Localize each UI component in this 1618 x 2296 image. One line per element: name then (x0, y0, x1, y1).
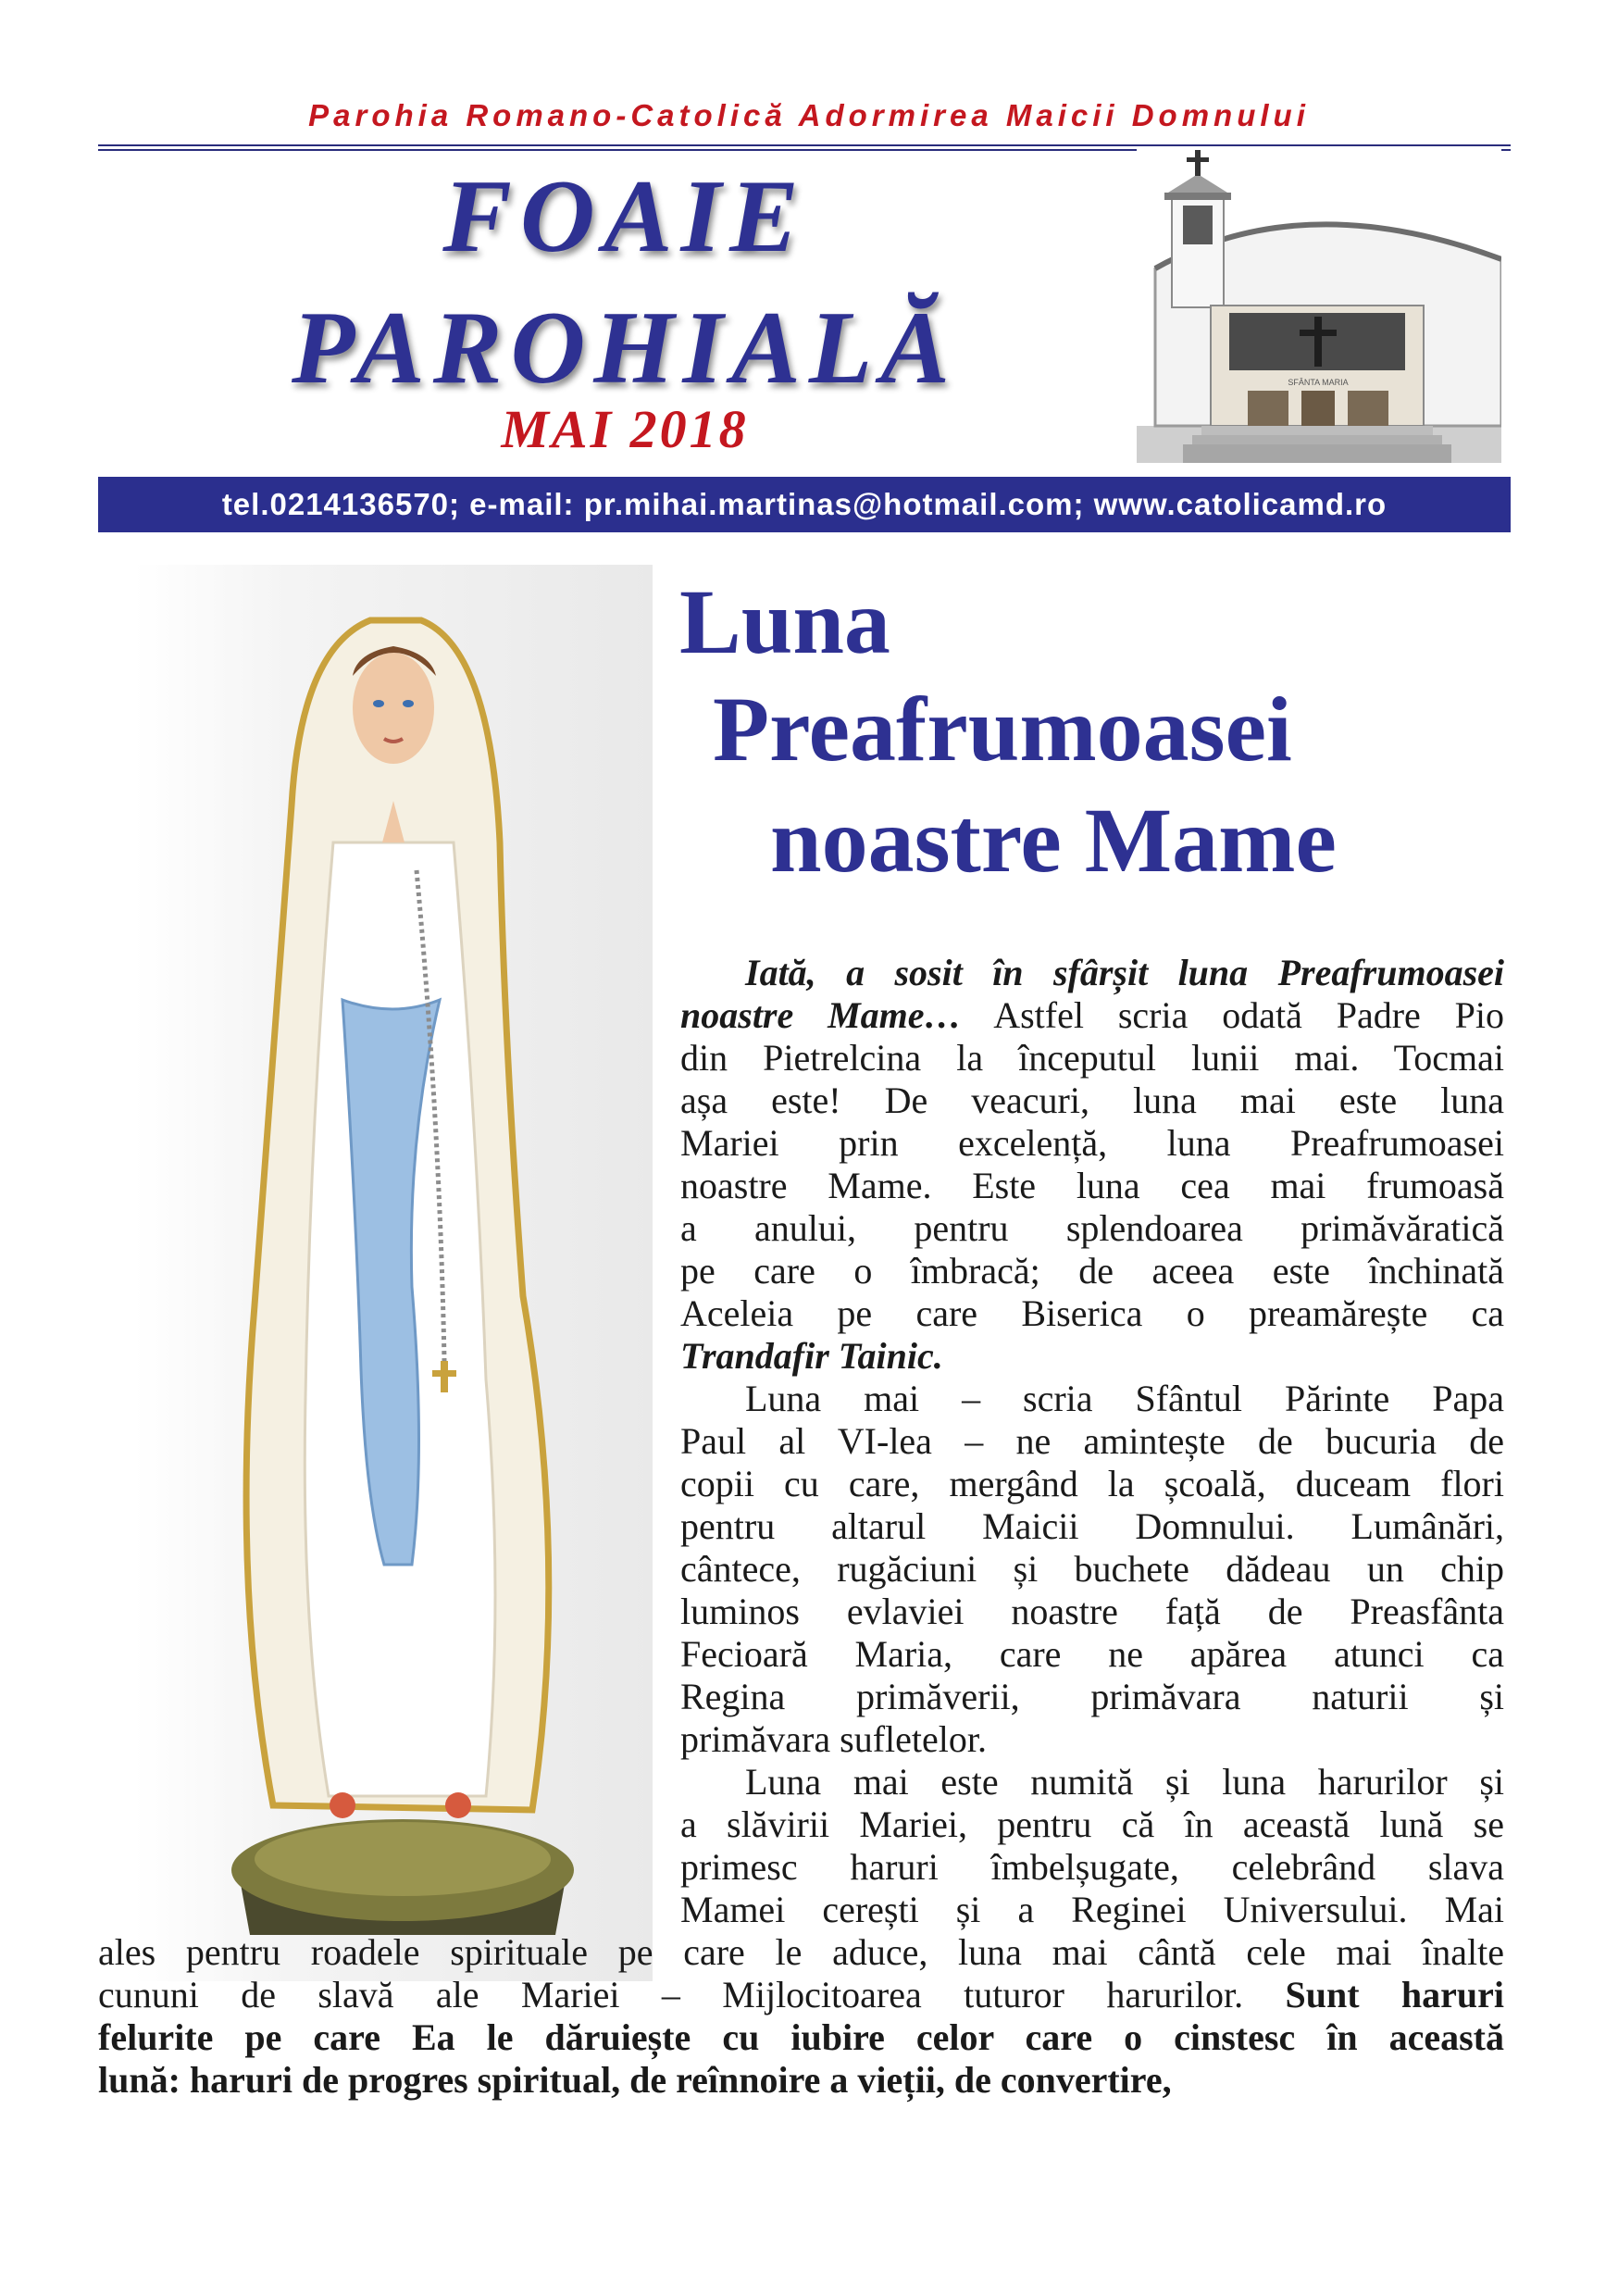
article-line: Trandafir Tainic. (680, 1335, 943, 1377)
article-line: Paul al VI-lea – ne amintește de bucuria de (680, 1420, 1504, 1462)
statue-illustration (134, 565, 653, 1981)
article-title-line3: noastre Mame (770, 789, 1337, 892)
article-line: Luna mai este numită și luna harurilor și (745, 1761, 1504, 1803)
church-photo (1137, 148, 1501, 463)
article-line-text: Astfel scria odată Padre Pio (961, 994, 1504, 1036)
article-line: felurite pe care Ea le dăruiește cu iubire celor care o cinstesc în această (98, 2016, 1504, 2058)
article-line: Fecioară Maria, care ne apărea atunci ca (680, 1633, 1504, 1675)
article-line-bold: Sunt haruri (1285, 1974, 1505, 2015)
article-line: noastre Mame. Este luna cea mai frumoasă (680, 1165, 1504, 1206)
article-line: ales pentru roadele spirituale pe care le aduce, luna mai cântă cele mai înalte (98, 1931, 1504, 1973)
article-line: Aceleia pe care Biserica o preamărește ca (680, 1292, 1504, 1334)
article-line (680, 994, 1504, 1037)
virgin-mary-statue-image (134, 565, 653, 1981)
article-line (98, 1974, 1504, 2016)
article-title-line1: Luna (679, 570, 890, 673)
article-line: Iată, a sosit în sfârșit luna Preafrumoasei (745, 952, 1504, 993)
contact-bar: tel.0214136570; e-mail: pr.mihai.martinas@hotmail.com; www.catolicamd.ro (98, 477, 1511, 532)
issue-date: MAI 2018 (501, 399, 749, 459)
article-line: primesc haruri îmbelșugate, celebrând slava (680, 1846, 1504, 1888)
article-line: primăvara sufletelor. (680, 1718, 987, 1760)
parish-name: Parohia Romano-Catolică Adormirea Maicii Domnului (308, 98, 1310, 132)
article-line: așa este! De veacuri, luna mai este luna (680, 1079, 1504, 1121)
article-line: pentru altarul Maicii Domnului. Lumânări, (680, 1505, 1504, 1547)
masthead-title-line2: PAROHIALĂ (292, 291, 958, 406)
church-illustration (1137, 148, 1501, 463)
article-line: luminos evlaviei noastre față de Preasfânta (680, 1591, 1504, 1632)
article-line-text: cununi de slavă ale Mariei – Mijlocitoarea tuturor harurilor. (98, 1974, 1286, 2015)
article-line: Regina primăverii, primăvara naturii și (680, 1676, 1504, 1717)
article-line: Mariei prin excelență, luna Preafrumoasei (680, 1122, 1504, 1164)
masthead-title-line1: FOAIE (442, 159, 807, 274)
article-line-emphasis: noastre Mame… (680, 994, 962, 1036)
article-line: a slăvirii Mariei, pentru că în această lună se (680, 1803, 1504, 1845)
article-line: copii cu care, mergând la școală, duceam flori (680, 1463, 1504, 1504)
article-line: din Pietrelcina la începutul lunii mai. Tocmai (680, 1037, 1504, 1079)
article-line: a anului, pentru splendoarea primăvăratică (680, 1207, 1504, 1249)
church-sign-text: SFÂNTA MARIA (1288, 378, 1349, 387)
article-title-line2: Preafrumoasei (713, 678, 1292, 780)
article-line: pe care o îmbracă; de aceea este închinată (680, 1250, 1504, 1292)
article-line: Luna mai – scria Sfântul Părinte Papa (745, 1378, 1504, 1419)
article-line: cântece, rugăciuni și buchete dădeau un chip (680, 1548, 1504, 1590)
article-line: lună: haruri de progres spiritual, de reînnoire a vieții, de convertire, (98, 2059, 1172, 2101)
article-line: Mamei cerești și a Reginei Universului. Mai (680, 1889, 1504, 1930)
